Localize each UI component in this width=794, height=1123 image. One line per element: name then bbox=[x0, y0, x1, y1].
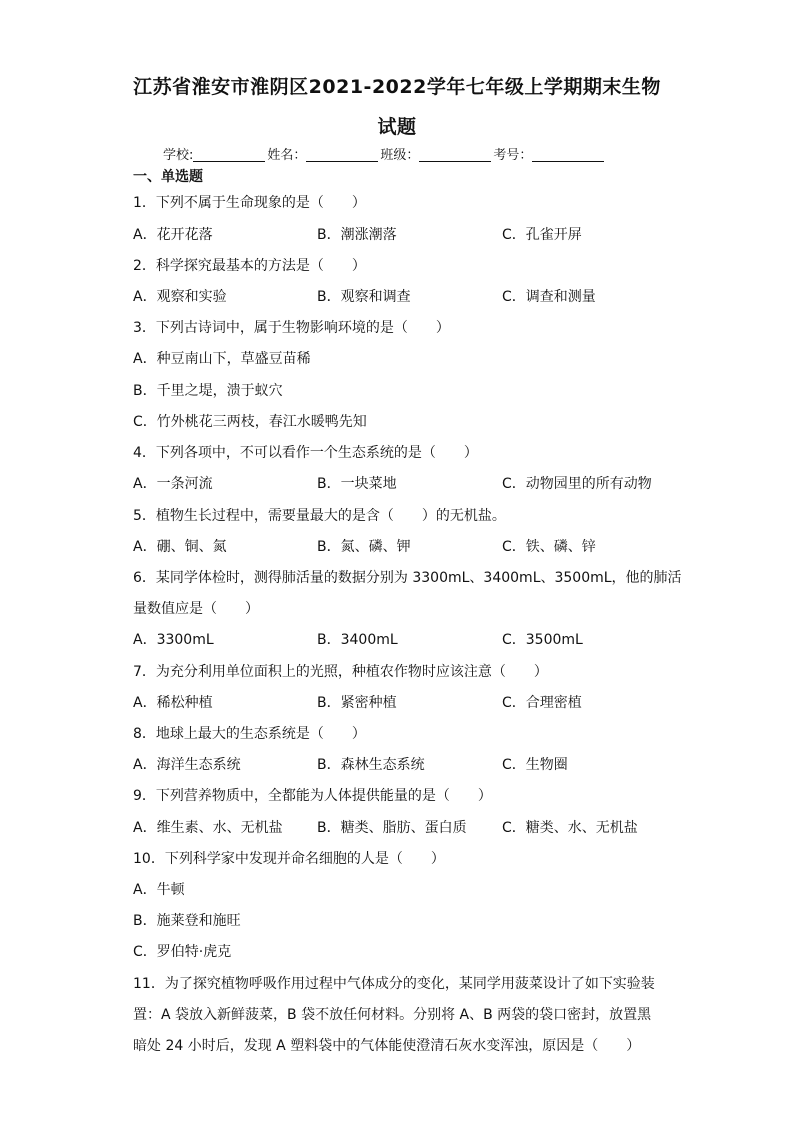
question-stem: 4．下列各项中，不可以看作一个生态系统的是（ ） bbox=[133, 445, 478, 461]
option-a: A．3300mL bbox=[133, 632, 214, 648]
exam-no-blank[interactable] bbox=[532, 147, 604, 162]
option-b: B．紧密种植 bbox=[317, 695, 397, 711]
option-b: B．糖类、脂肪、蛋白质 bbox=[317, 820, 467, 836]
school-label: 学校: bbox=[163, 148, 194, 163]
exam-title-line-1: 江苏省淮安市淮阴区2021-2022学年七年级上学期期末生物 bbox=[133, 76, 661, 98]
option-c: C．孔雀开屏 bbox=[502, 227, 582, 243]
option-c: C．3500mL bbox=[502, 632, 583, 648]
option-c: C．动物园里的所有动物 bbox=[502, 476, 652, 492]
question-stem-line-2: 置：A 袋放入新鲜菠菜，B 袋不放任何材料。分别将 A、B 两袋的袋口密封，放置黑 bbox=[133, 1007, 652, 1023]
question-stem-line-1: 6．某同学体检时，测得肺活量的数据分别为 3300mL、3400mL、3500mL，他的肺活 bbox=[133, 570, 682, 586]
question-stem-line-1: 11．为了探究植物呼吸作用过程中气体成分的变化，某同学用菠菜设计了如下实验装 bbox=[133, 976, 655, 992]
question-stem: 8．地球上最大的生态系统是（ ） bbox=[133, 726, 366, 742]
question-stem: 7．为充分利用单位面积上的光照，种植农作物时应该注意（ ） bbox=[133, 664, 548, 680]
option-b: B．观察和调查 bbox=[317, 289, 411, 305]
class-blank[interactable] bbox=[419, 147, 491, 162]
class-label: 班级： bbox=[380, 148, 420, 163]
option-a: A．海洋生态系统 bbox=[133, 757, 241, 773]
student-info-line bbox=[163, 144, 606, 163]
option-a: A．硼、铜、氮 bbox=[133, 539, 227, 555]
question-stem: 3．下列古诗词中，属于生物影响环境的是（ ） bbox=[133, 320, 450, 336]
school-blank[interactable] bbox=[193, 147, 265, 162]
option-c: C．竹外桃花三两枝，春江水暖鸭先知 bbox=[133, 414, 367, 430]
option-b: B．潮涨潮落 bbox=[317, 227, 397, 243]
question-stem-line-2: 量数值应是（ ） bbox=[133, 601, 259, 617]
option-b: B．氮、磷、钾 bbox=[317, 539, 411, 555]
option-a: A．维生素、水、无机盐 bbox=[133, 820, 283, 836]
option-b: B．一块菜地 bbox=[317, 476, 397, 492]
question-stem: 9．下列营养物质中，全都能为人体提供能量的是（ ） bbox=[133, 788, 492, 804]
option-a: A．观察和实验 bbox=[133, 289, 227, 305]
option-c: C．合理密植 bbox=[502, 695, 582, 711]
question-stem: 10．下列科学家中发现并命名细胞的人是（ ） bbox=[133, 851, 445, 867]
option-a: A．稀松种植 bbox=[133, 695, 213, 711]
option-a: A．花开花落 bbox=[133, 227, 213, 243]
question-stem: 2．科学探究最基本的方法是（ ） bbox=[133, 258, 366, 274]
option-b: B．千里之堤，溃于蚁穴 bbox=[133, 383, 283, 399]
option-b: B．3400mL bbox=[317, 632, 398, 648]
exam-title-line-2: 试题 bbox=[377, 116, 417, 138]
exam-no-label: 考号： bbox=[493, 148, 533, 163]
question-stem: 1．下列不属于生命现象的是（ ） bbox=[133, 195, 366, 211]
question-stem: 5．植物生长过程中，需要量最大的是含（ ）的无机盐。 bbox=[133, 508, 506, 524]
option-c: C．生物圈 bbox=[502, 757, 568, 773]
option-a: A．种豆南山下，草盛豆苗稀 bbox=[133, 351, 311, 367]
option-c: C．罗伯特·虎克 bbox=[133, 944, 232, 960]
option-b: B．施莱登和施旺 bbox=[133, 913, 241, 929]
option-a: A．一条河流 bbox=[133, 476, 213, 492]
option-b: B．森林生态系统 bbox=[317, 757, 425, 773]
option-a: A．牛顿 bbox=[133, 882, 185, 898]
name-blank[interactable] bbox=[306, 147, 378, 162]
name-label: 姓名： bbox=[267, 148, 307, 163]
question-stem-line-3: 暗处 24 小时后，发现 A 塑料袋中的气体能使澄清石灰水变浑浊，原因是（ ） bbox=[133, 1038, 641, 1054]
option-c: C．调查和测量 bbox=[502, 289, 596, 305]
option-c: C．糖类、水、无机盐 bbox=[502, 820, 638, 836]
section-heading: 一、单选题 bbox=[133, 169, 203, 185]
option-c: C．铁、磷、锌 bbox=[502, 539, 596, 555]
